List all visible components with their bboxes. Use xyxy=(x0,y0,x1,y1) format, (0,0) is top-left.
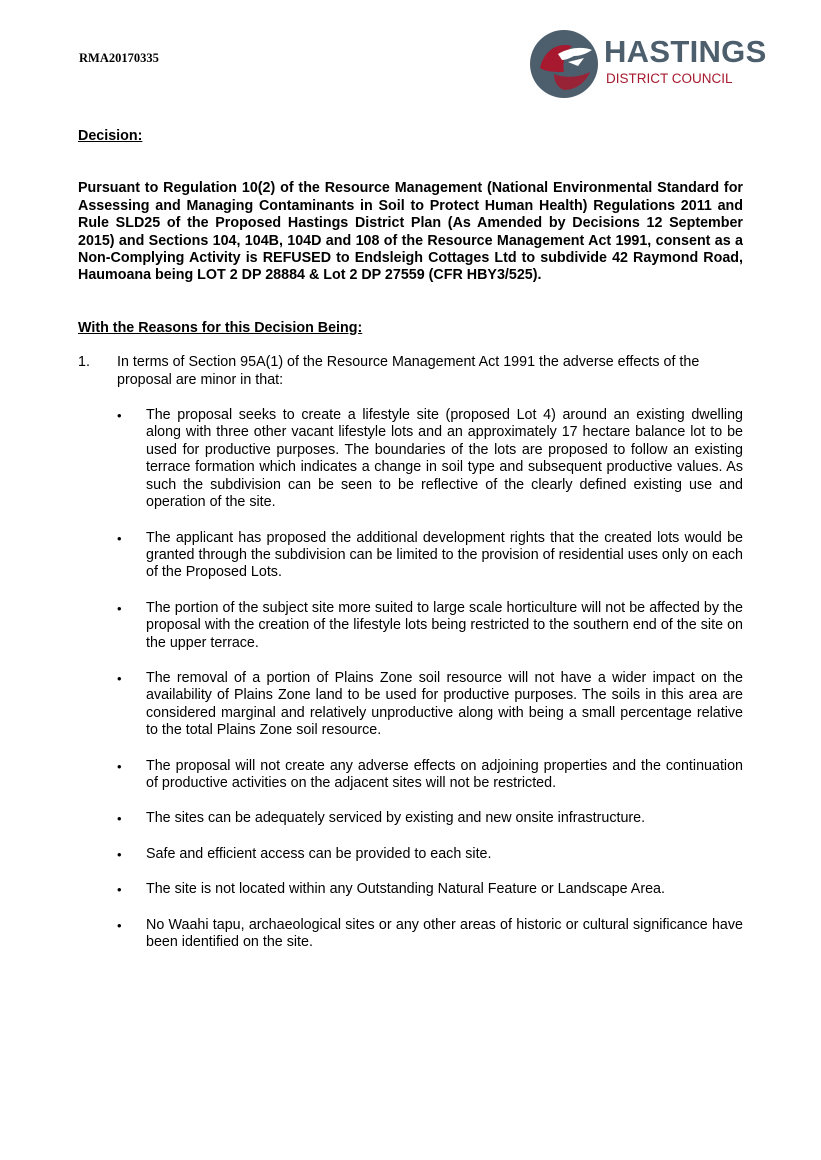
list-item xyxy=(117,758,743,793)
list-item xyxy=(117,846,743,863)
bullet-icon: • xyxy=(117,917,122,933)
bullet-text: No Waahi tapu, archaeological sites or any other areas of historic or cultural significance have been identified on the site. xyxy=(146,916,743,950)
list-item xyxy=(117,530,743,582)
reason-intro: In terms of Section 95A(1) of the Resource Management Act 1991 the adverse effects of the proposal are minor in that: xyxy=(117,354,700,388)
bullet-text: Safe and efficient access can be provided to each site. xyxy=(146,845,492,862)
list-item xyxy=(117,407,743,511)
bullet-icon: • xyxy=(117,530,122,546)
bullet-icon: • xyxy=(117,670,122,686)
bullet-text: The removal of a portion of Plains Zone soil resource will not have a wider impact on the availability of Plains Zone land to be used for productive purposes. The soils in this area are considered marginal and relatively unproductive along with being a small percentage relative to the total Plains Zone soil resource. xyxy=(146,669,743,739)
list-item xyxy=(117,600,743,652)
bullet-text: The proposal will not create any adverse effects on adjoining properties and the continuation of productive activities on the adjacent sites will not be restricted. xyxy=(146,757,743,791)
bullet-icon: • xyxy=(117,846,122,862)
decision-statement: Pursuant to Regulation 10(2) of the Resource Management (National Environmental Standard for Assessing and Managing Contaminants in Soil to Protect Human Health) Regulations 2011 and Rule SLD25 of the Proposed Hastings District Plan (As Amended by Decisions 12 September 2015) and Sections 104, 104B, 104D and 108 of the Resource Management Act 1991, consent as a Non-Complying Activity is REFUSED to Endsleigh Cottages Ltd to subdivide 42 Raymond Road, Haumoana being LOT 2 DP 28884 & Lot 2 DP 27559 (CFR HBY3/525). xyxy=(78,180,743,284)
document-body xyxy=(78,128,743,951)
reference-number: RMA20170335 xyxy=(79,51,159,65)
logo-sub-text: DISTRICT COUNCIL xyxy=(606,71,733,86)
bullet-icon: • xyxy=(117,408,122,424)
reason-number: 1. xyxy=(78,354,90,371)
bullet-text: The sites can be adequately serviced by existing and new onsite infrastructure. xyxy=(146,810,646,827)
reasons-heading: With the Reasons for this Decision Being: xyxy=(78,319,363,336)
bullet-text: The applicant has proposed the additional development rights that the created lots would be granted through the subdivision can be limited to the provision of residential uses only on each of the Proposed Lots. xyxy=(146,529,743,581)
reason-bullet-list xyxy=(117,407,743,951)
bullet-icon: • xyxy=(117,758,122,774)
list-item xyxy=(117,670,743,740)
reason-item xyxy=(78,354,743,951)
bullet-text: The proposal seeks to create a lifestyle site (proposed Lot 4) around an existing dwelling along with three other vacant lifestyle lots and an approximately 17 hectare balance lot to be used for productive purposes. The boundaries of the lots are proposed to follow an existing terrace formation which indicates a change in soil type and subsequent productive values. As such the subdivision can be seen to be reflective of the clearly defined existing use and operation of the site. xyxy=(146,407,743,511)
list-item xyxy=(117,917,743,952)
council-logo xyxy=(528,28,768,102)
list-item xyxy=(117,810,743,827)
bullet-icon: • xyxy=(117,600,122,616)
bullet-text: The portion of the subject site more suited to large scale horticulture will not be affected by the proposal with the creation of the lifestyle lots being restricted to the southern end of the site on the upper terrace. xyxy=(146,599,743,651)
decision-heading: Decision: xyxy=(78,128,143,144)
bullet-text: The site is not located within any Outstanding Natural Feature or Landscape Area. xyxy=(146,881,665,898)
bullet-icon: • xyxy=(117,811,122,827)
bullet-icon: • xyxy=(117,882,122,898)
council-logo-emblem-icon xyxy=(528,28,600,100)
logo-main-text: HASTINGS xyxy=(604,34,767,69)
list-item xyxy=(117,881,743,898)
